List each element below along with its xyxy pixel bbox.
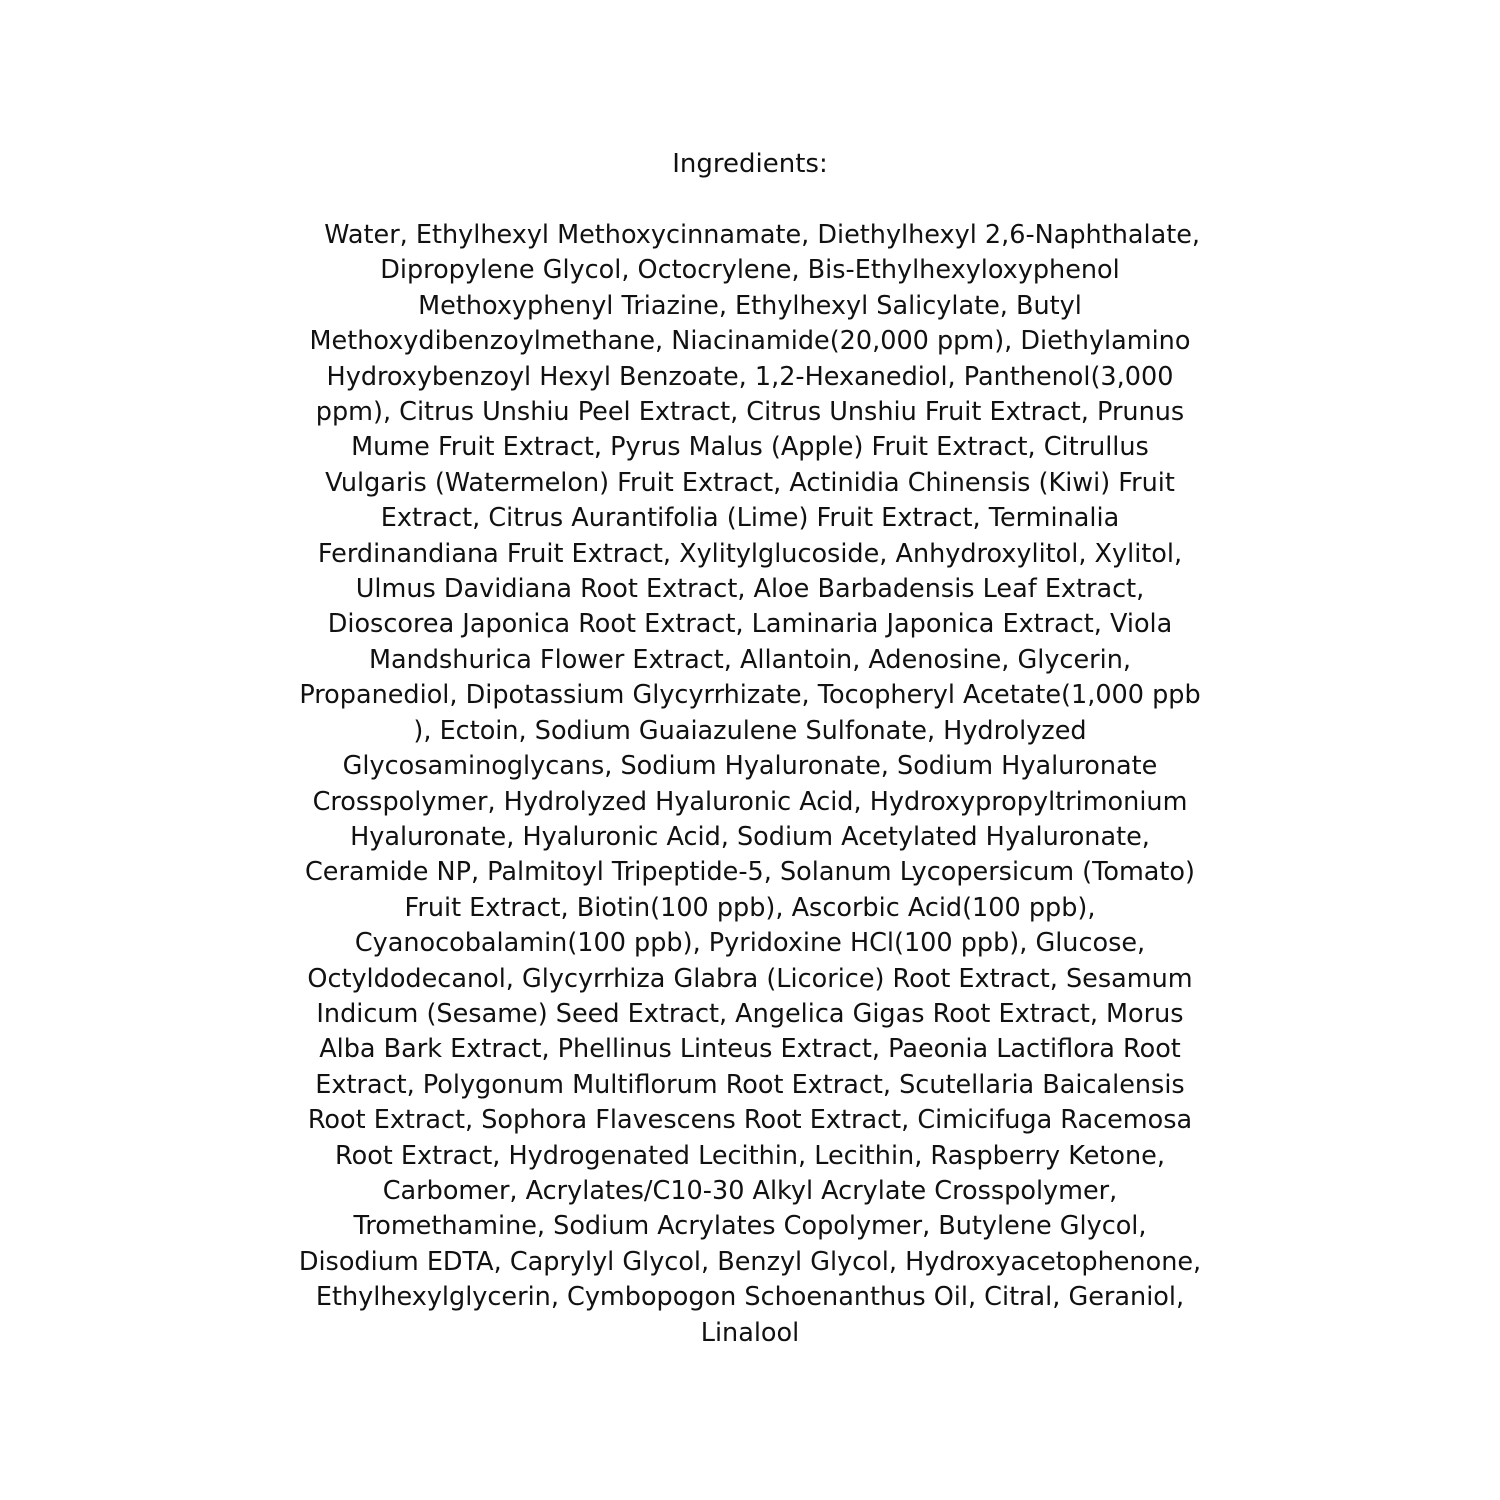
ingredients-line: Root Extract, Sophora Flavescens Root Extract, Cimicifuga Racemosa (307, 1105, 1193, 1136)
ingredients-line: Root Extract, Hydrogenated Lecithin, Lecithin, Raspberry Ketone, (335, 1140, 1165, 1171)
ingredients-line: Crosspolymer, Hydrolyzed Hyaluronic Acid, Hydroxypropyltrimonium (312, 786, 1188, 817)
ingredients-line: Methoxyphenyl Triazine, Ethylhexyl Salicylate, Butyl (418, 290, 1082, 321)
ingredients-line: Ferdinandiana Fruit Extract, Xylitylglucoside, Anhydroxylitol, Xylitol, (317, 538, 1183, 569)
ingredients-line: Extract, Citrus Aurantifolia (Lime) Fruit Extract, Terminalia (380, 503, 1120, 534)
ingredients-line: Ceramide NP, Palmitoyl Tripeptide-5, Solanum Lycopersicum (Tomato) (305, 857, 1195, 888)
ingredients-line: Methoxydibenzoylmethane, Niacinamide(20,000 ppm), Diethylamino (309, 326, 1191, 357)
ingredients-line: Ulmus Davidiana Root Extract, Aloe Barbadensis Leaf Extract, (355, 574, 1145, 605)
ingredients-line: Ethylhexylglycerin, Cymbopogon Schoenanthus Oil, Citral, Geraniol, (315, 1282, 1185, 1313)
ingredients-line: Propanediol, Dipotassium Glycyrrhizate, Tocopheryl Acetate(1,000 ppb (299, 680, 1201, 711)
ingredients-line: Dipropylene Glycol, Octocrylene, Bis-Ethylhexyloxyphenol (380, 255, 1120, 286)
ingredients-text (272, 218, 1228, 1351)
ingredients-line: Tromethamine, Sodium Acrylates Copolymer, Butylene Glycol, (353, 1211, 1147, 1242)
ingredients-line: Fruit Extract, Biotin(100 ppb), Ascorbic Acid(100 ppb), (404, 892, 1096, 923)
ingredients-line: Linalool (700, 1317, 800, 1348)
ingredients-line: Hyaluronate, Hyaluronic Acid, Sodium Acetylated Hyaluronate, (350, 821, 1150, 852)
ingredients-line: Carbomer, Acrylates/C10-30 Alkyl Acrylate Crosspolymer, (382, 1175, 1118, 1206)
ingredients-line: ), Ectoin, Sodium Guaiazulene Sulfonate, Hydrolyzed (413, 715, 1087, 746)
ingredients-line: Water, Ethylhexyl Methoxycinnamate, Diethylhexyl 2,6-Naphthalate, (299, 220, 1200, 250)
ingredients-line: Extract, Polygonum Multiflorum Root Extract, Scutellaria Baicalensis (315, 1069, 1185, 1100)
ingredients-line: Octyldodecanol, Glycyrrhiza Glabra (Licorice) Root Extract, Sesamum (307, 963, 1193, 994)
ingredients-line: Hydroxybenzoyl Hexyl Benzoate, 1,2-Hexanediol, Panthenol(3,000 (326, 361, 1174, 392)
ingredients-line: ppm), Citrus Unshiu Peel Extract, Citrus Unshiu Fruit Extract, Prunus (315, 397, 1185, 428)
ingredients-line: Indicum (Sesame) Seed Extract, Angelica Gigas Root Extract, Morus (316, 998, 1184, 1029)
ingredients-line: Dioscorea Japonica Root Extract, Laminaria Japonica Extract, Viola (327, 609, 1173, 640)
ingredients-line: Vulgaris (Watermelon) Fruit Extract, Actinidia Chinensis (Kiwi) Fruit (325, 467, 1175, 498)
ingredients-line: Disodium EDTA, Caprylyl Glycol, Benzyl Glycol, Hydroxyacetophenone, (298, 1246, 1202, 1277)
ingredients-line: Cyanocobalamin(100 ppb), Pyridoxine HCl(100 ppb), Glucose, (354, 928, 1146, 959)
ingredients-line: Mandshurica Flower Extract, Allantoin, Adenosine, Glycerin, (369, 644, 1131, 675)
ingredients-line: Glycosaminoglycans, Sodium Hyaluronate, Sodium Hyaluronate (342, 751, 1158, 782)
ingredients-heading: Ingredients: (672, 149, 828, 179)
ingredients-line: Alba Bark Extract, Phellinus Linteus Extract, Paeonia Lactiflora Root (319, 1034, 1181, 1065)
ingredients-line: Mume Fruit Extract, Pyrus Malus (Apple) Fruit Extract, Citrullus (351, 432, 1149, 463)
